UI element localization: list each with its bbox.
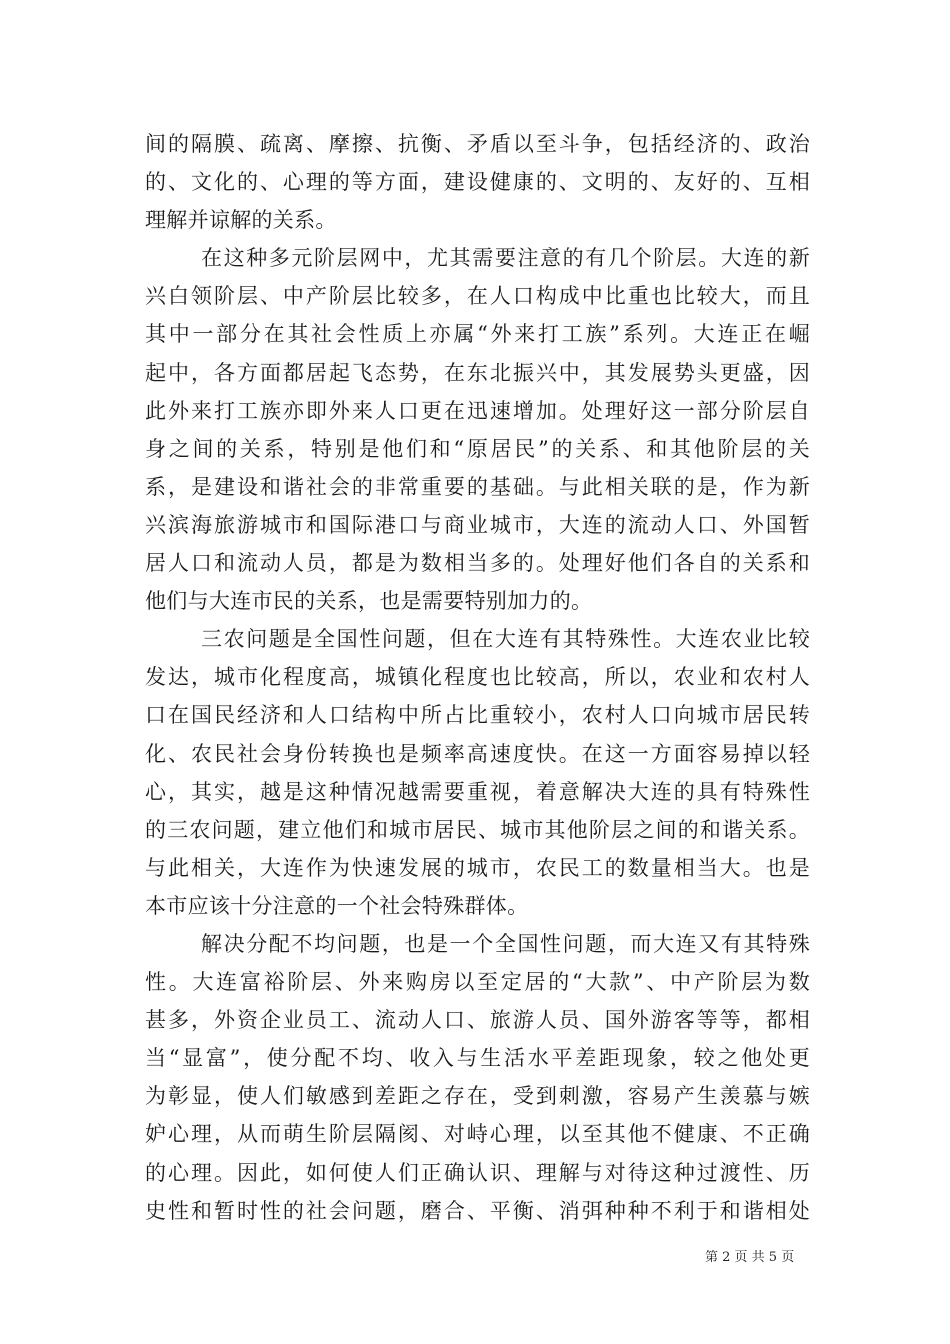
paragraph-first-line: 在这种多元阶层网中，尤其需要注意的有几个阶层。大连的新 bbox=[201, 246, 810, 271]
text-line: 居人口和流动人员，都是为数相当多的。处理好他们各自的关系和 bbox=[145, 551, 810, 576]
text-line: 的三农问题，建立他们和城市居民、城市其他阶层之间的和谐关系。 bbox=[145, 817, 810, 842]
body-text bbox=[145, 125, 810, 1230]
text-line: 的、文化的、心理的等方面，建设健康的、文明的、友好的、互相 bbox=[145, 170, 810, 195]
text-line: 史性和暂时性的社会问题，磨合、平衡、消弭种种不利于和谐相处 bbox=[145, 1198, 810, 1223]
text-line: 妒心理，从而萌生阶层隔阂、对峙心理，以至其他不健康、不正确 bbox=[145, 1122, 810, 1147]
text-line: 此外来打工族亦即外来人口更在迅速增加。处理好这一部分阶层自 bbox=[145, 398, 810, 423]
paragraph-first-line: 解决分配不均问题，也是一个全国性问题，而大连又有其特殊 bbox=[201, 931, 810, 956]
text-line: 口在国民经济和人口结构中所占比重较小，农村人口向城市居民转 bbox=[145, 703, 810, 728]
text-line: 间的隔膜、疏离、摩擦、抗衡、矛盾以至斗争，包括经济的、政治 bbox=[145, 132, 810, 156]
text-line: 的心理。因此，如何使人们正确认识、理解与对待这种过渡性、历 bbox=[145, 1160, 810, 1185]
text-line: 当“显富”，使分配不均、收入与生活水平差距现象，较之他处更 bbox=[145, 1046, 810, 1071]
text-line: 本市应该十分注意的一个社会特殊群体。 bbox=[145, 893, 529, 918]
text-line: 他们与大连市民的关系，也是需要特别加力的。 bbox=[145, 589, 593, 614]
text-line: 发达，城市化程度高，城镇化程度也比较高，所以，农业和农村人 bbox=[145, 665, 810, 690]
text-line: 身之间的关系，特别是他们和“原居民”的关系、和其他阶层的关 bbox=[145, 436, 810, 461]
text-line: 兴滨海旅游城市和国际港口与商业城市，大连的流动人口、外国暂 bbox=[145, 512, 810, 537]
text-line: 与此相关，大连作为快速发展的城市，农民工的数量相当大。也是 bbox=[145, 855, 810, 880]
text-line: 系，是建设和谐社会的非常重要的基础。与此相关联的是，作为新 bbox=[145, 474, 810, 499]
page-number: 第 2 页 共 5 页 bbox=[705, 1250, 795, 1265]
text-line: 性。大连富裕阶层、外来购房以至定居的“大款”、中产阶层为数 bbox=[145, 970, 810, 995]
text-line: 甚多，外资企业员工、流动人口、旅游人员、国外游客等等，都相 bbox=[145, 1008, 810, 1033]
paragraph-first-line: 三农问题是全国性问题，但在大连有其特殊性。大连农业比较 bbox=[201, 627, 810, 652]
text-line: 化、农民社会身份转换也是频率高速度快。在这一方面容易掉以轻 bbox=[145, 741, 810, 766]
text-line: 其中一部分在其社会性质上亦属“外来打工族”系列。大连正在崛 bbox=[145, 322, 810, 347]
text-line: 兴白领阶层、中产阶层比较多，在人口构成中比重也比较大，而且 bbox=[145, 284, 810, 309]
text-line: 起中，各方面都居起飞态势，在东北振兴中，其发展势头更盛，因 bbox=[145, 360, 810, 385]
text-line: 为彰显，使人们敏感到差距之存在，受到刺激，容易产生羡慕与嫉 bbox=[145, 1084, 810, 1109]
text-line: 理解并谅解的关系。 bbox=[145, 208, 337, 233]
text-line: 心，其实，越是这种情况越需要重视，着意解决大连的具有特殊性 bbox=[145, 779, 810, 804]
